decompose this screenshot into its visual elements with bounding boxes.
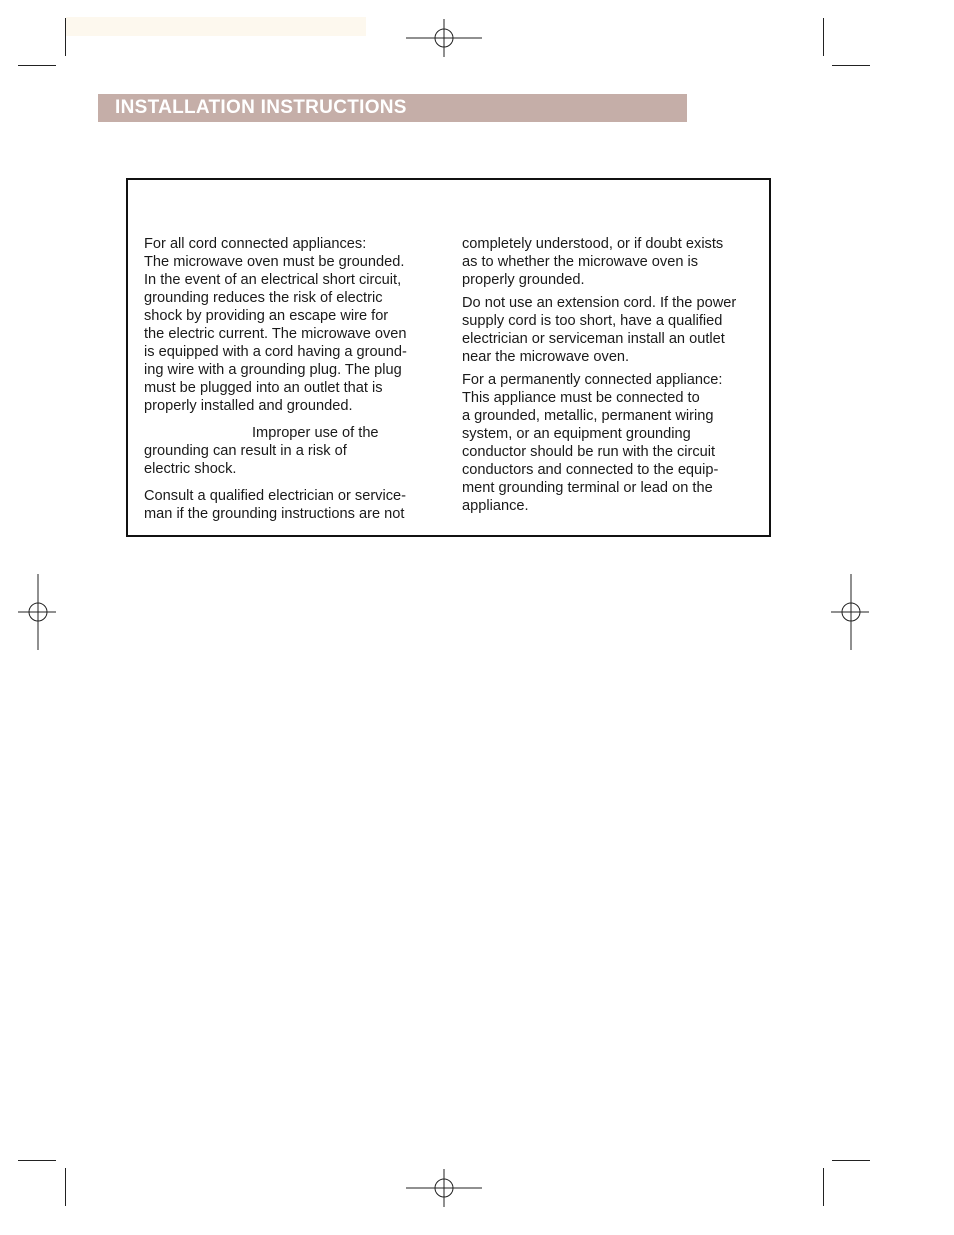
extension-cord-line: electrician or serviceman install an outlet [462, 331, 725, 347]
extension-cord-line: supply cord is too short, have a qualified [462, 313, 723, 329]
consult-line: man if the grounding instructions are not [144, 506, 405, 522]
crop-mark [832, 1160, 870, 1161]
permanent-connection-line: This appliance must be connected to [462, 390, 700, 406]
cord-line: properly installed and grounded. [144, 398, 353, 414]
crop-mark [832, 65, 870, 66]
permanent-connection-line: appliance. [462, 498, 529, 514]
registration-mark-icon [0, 574, 76, 650]
warning-line: electric shock. [144, 461, 237, 477]
right-column [462, 235, 767, 515]
cord-connected-heading: For all cord connected appliances: [144, 236, 367, 252]
cord-line: ing wire with a grounding plug. The plug [144, 362, 402, 378]
color-strip [66, 17, 366, 36]
cord-line: the electric current. The microwave oven [144, 326, 407, 342]
crop-mark [18, 65, 56, 66]
cord-line: shock by providing an escape wire for [144, 308, 389, 324]
cord-line: The microwave oven must be grounded. [144, 254, 405, 270]
continued-line: as to whether the microwave oven is [462, 254, 699, 270]
consult-line: Consult a qualified electrician or service- [144, 488, 406, 504]
permanent-connection-line: conductors and connected to the equip- [462, 462, 719, 478]
continued-line: completely understood, or if doubt exists [462, 236, 724, 252]
left-column [144, 235, 444, 523]
cord-line: must be plugged into an outlet that is [144, 380, 383, 396]
grounding-instructions-box [126, 178, 771, 537]
cord-line: grounding reduces the risk of electric [144, 290, 383, 306]
section-title: INSTALLATION INSTRUCTIONS [115, 97, 407, 118]
extension-cord-line: near the microwave oven. [462, 349, 630, 365]
crop-mark [18, 1160, 56, 1161]
permanent-connection-line: For a permanently connected appliance: [462, 372, 723, 388]
cord-line: In the event of an electrical short circuit, [144, 272, 402, 288]
cord-line: is equipped with a cord having a ground- [144, 344, 407, 360]
registration-mark-icon [406, 1150, 482, 1226]
crop-mark [823, 18, 824, 56]
permanent-connection-line: ment grounding terminal or lead on the [462, 480, 713, 496]
continued-line: properly grounded. [462, 272, 585, 288]
warning-line: grounding can result in a risk of [144, 443, 347, 459]
warning-line: Improper use of the [252, 425, 379, 441]
registration-mark-icon [406, 0, 482, 76]
crop-mark [65, 1168, 66, 1206]
section-banner [98, 94, 687, 122]
permanent-connection-line: conductor should be run with the circuit [462, 444, 716, 460]
crop-mark [823, 1168, 824, 1206]
permanent-connection-line: system, or an equipment grounding [462, 426, 691, 442]
permanent-connection-line: a grounded, metallic, permanent wiring [462, 408, 714, 424]
registration-mark-icon [813, 574, 889, 650]
extension-cord-line: Do not use an extension cord. If the power [462, 295, 737, 311]
